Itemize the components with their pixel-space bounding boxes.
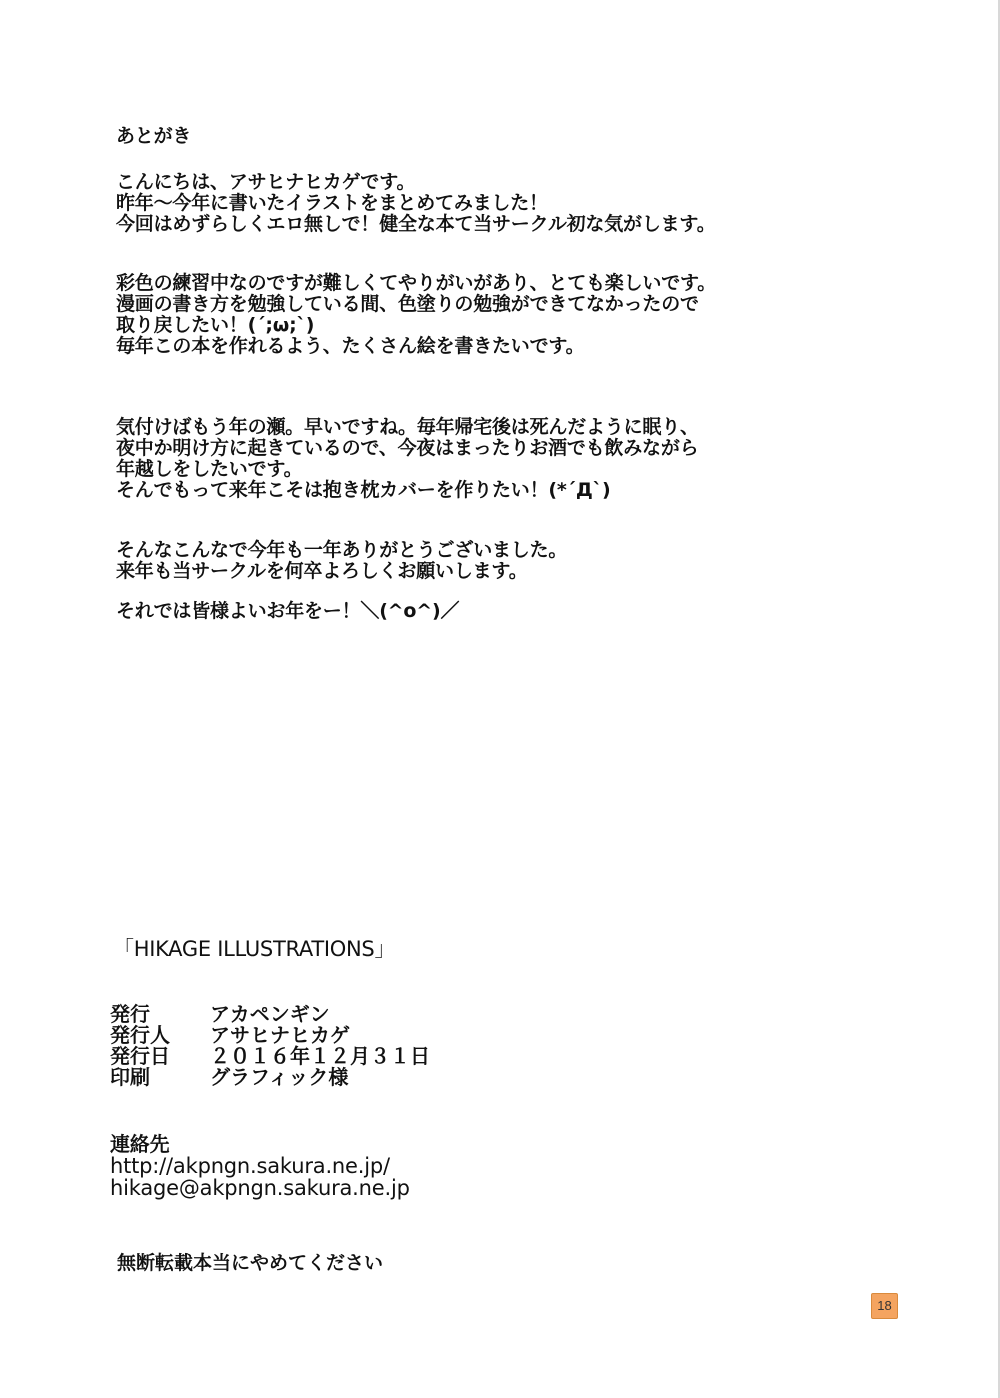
afterword-paragraph-4 (116, 540, 567, 582)
afterword-paragraph-3 (116, 417, 699, 501)
text-line: 彩色の練習中なのですが難しくてやりがいがあり、とても楽しいです。 (116, 272, 717, 294)
contact-label: 連絡先 (110, 1132, 170, 1156)
afterword-paragraph-1 (116, 172, 716, 235)
colophon-value: アサヒナヒカゲ (210, 1023, 350, 1047)
afterword-paragraph-2 (116, 273, 716, 357)
text-line: 漫画の書き方を勉強している間、色塗りの勉強ができてなかったので (116, 293, 699, 315)
text-line: 毎年この本を作れるよう、たくさん絵を書きたいです。 (116, 335, 585, 357)
afterword-paragraph-5 (116, 601, 459, 622)
text-line: 年越しをしたいです。 (116, 458, 303, 480)
colophon-row-publisher (110, 1004, 430, 1025)
colophon-key: 発行 (110, 1002, 150, 1026)
page-number-badge: 18 (871, 1293, 898, 1319)
colophon-key: 発行日 (110, 1044, 170, 1068)
reprint-notice: 無断転載本当にやめてください (117, 1252, 384, 1274)
colophon-table (110, 1004, 430, 1088)
text-line: 来年も当サークルを何卒よろしくお願いします。 (116, 560, 528, 582)
contact-block (110, 1133, 410, 1199)
afterword-heading: あとがき (116, 125, 192, 147)
text-line: 気付けばもう年の瀬。早いですね。毎年帰宅後は死んだように眠り、 (116, 416, 699, 438)
colophon-value: グラフィック様 (210, 1065, 349, 1089)
colophon-value: ２０１６年１２月３１日 (210, 1044, 430, 1068)
colophon-key: 印刷 (110, 1065, 150, 1089)
text-line: 今回はめずらしくエロ無しで！健全な本て当サークル初な気がします。 (116, 213, 716, 235)
text-line: そんでもって来年こそは抱き枕カバーを作りたい！(*´Д`) (116, 479, 611, 501)
text-line: 昨年～今年に書いたイラストをまとめてみました！ (116, 192, 548, 214)
text-line: こんにちは、アサヒナヒカゲです。 (116, 171, 416, 193)
colophon-row-issuer (110, 1025, 430, 1046)
colophon-row-date (110, 1046, 430, 1067)
website-link[interactable]: http://akpngn.sakura.ne.jp/ (110, 1154, 390, 1178)
colophon-value: アカペンギン (210, 1002, 330, 1026)
afterword-heading-block (116, 126, 936, 168)
colophon-row-printer (110, 1067, 430, 1088)
email-link[interactable]: hikage@akpngn.sakura.ne.jp (110, 1176, 410, 1200)
colophon-key: 発行人 (110, 1023, 170, 1047)
text-line: 取り戻したい！(´;ω;`) (116, 314, 315, 336)
text-line: そんなこんなで今年も一年ありがとうございました。 (116, 539, 568, 561)
text-line: 夜中か明け方に起きているので、今夜はまったりお酒でも飲みながら (116, 437, 699, 459)
text-line: それでは皆様よいお年をー！＼(^o^)／ (116, 600, 460, 622)
book-title: 「HIKAGE ILLUSTRATIONS」 (113, 937, 396, 961)
